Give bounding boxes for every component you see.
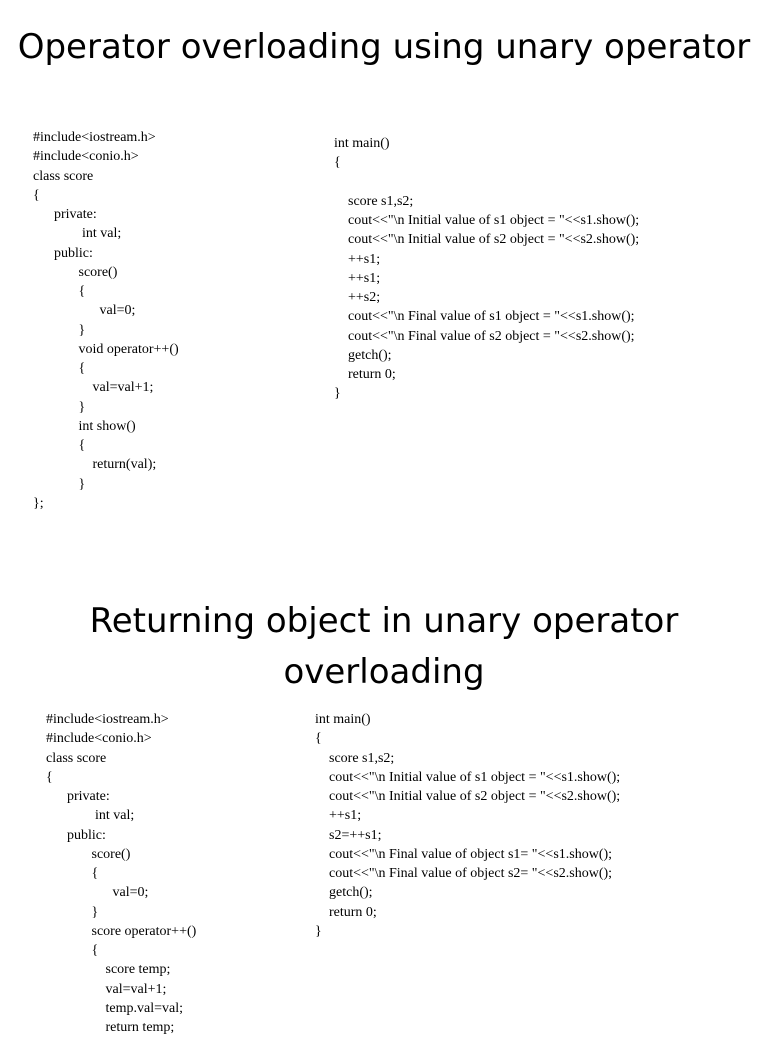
- code-line: cout<<"\n Final value of s2 object = "<<s2.show();: [334, 328, 635, 344]
- code-line: cout<<"\n Final value of object s1= "<<s1.show();: [315, 846, 613, 862]
- code-line: {: [33, 187, 40, 203]
- slide1-class-code: [33, 128, 179, 513]
- code-line: private:: [46, 789, 110, 804]
- code-line: {: [46, 943, 99, 958]
- code-line: }: [33, 322, 86, 338]
- code-line: class score: [33, 168, 94, 184]
- code-line: cout<<"\n Initial value of s1 object = "<<s1.show();: [315, 769, 621, 785]
- code-line: int main(): [334, 136, 390, 151]
- code-line: private:: [33, 207, 97, 222]
- code-line: int val;: [46, 808, 135, 824]
- code-line: s2=++s1;: [315, 827, 382, 843]
- code-line: score s1,s2;: [334, 193, 414, 209]
- code-line: score(): [33, 264, 118, 280]
- code-line: {: [46, 769, 53, 785]
- code-line: {: [315, 731, 322, 747]
- code-line: val=0;: [46, 885, 149, 901]
- code-line: val=val+1;: [46, 981, 167, 997]
- code-line: cout<<"\n Initial value of s2 object = "<<s2.show();: [315, 789, 621, 804]
- code-line: getch();: [334, 347, 392, 363]
- code-line: {: [33, 361, 86, 376]
- code-line: ++s1;: [334, 251, 381, 267]
- code-line: return 0;: [334, 367, 396, 382]
- code-line: cout<<"\n Final value of s1 object = "<<s1.show();: [334, 309, 635, 325]
- code-line: {: [46, 866, 99, 881]
- code-line: public:: [33, 245, 93, 261]
- code-line: cout<<"\n Final value of object s2= "<<s2.show();: [315, 866, 613, 881]
- code-line: cout<<"\n Initial value of s1 object = "<<s1.show();: [334, 213, 640, 228]
- code-line: int main(): [315, 712, 371, 727]
- code-line: }: [33, 476, 86, 492]
- code-line: getch();: [315, 885, 373, 901]
- code-line: score temp;: [46, 962, 171, 978]
- code-line: ++s1;: [315, 808, 362, 824]
- code-line: int show(): [33, 418, 136, 434]
- code-line: score(): [46, 846, 131, 862]
- code-line: val=0;: [33, 303, 136, 319]
- code-line: ++s1;: [334, 270, 381, 286]
- code-line: int val;: [33, 226, 122, 242]
- code-line: class score: [46, 750, 107, 766]
- code-line: ++s2;: [334, 290, 381, 305]
- code-line: {: [33, 284, 86, 299]
- slide2-class-code: [46, 710, 196, 1037]
- code-line: return temp;: [46, 1020, 175, 1035]
- code-line: }: [334, 386, 341, 402]
- code-line: #include<iostream.h>: [33, 130, 156, 145]
- code-line: return 0;: [315, 904, 377, 920]
- code-line: }: [33, 399, 86, 415]
- code-line: val=val+1;: [33, 380, 154, 396]
- code-line: void operator++(): [33, 341, 179, 357]
- code-line: cout<<"\n Initial value of s2 object = "<<s2.show();: [334, 232, 640, 248]
- code-line: {: [33, 438, 86, 453]
- code-line: {: [334, 155, 341, 171]
- slide2-title: Returning object in unary operator overloading: [89, 601, 679, 692]
- code-line: score s1,s2;: [315, 750, 395, 766]
- code-line: #include<iostream.h>: [46, 712, 169, 727]
- code-line: public:: [46, 827, 106, 843]
- code-line: }: [315, 923, 322, 939]
- code-line: score operator++(): [46, 923, 197, 939]
- code-line: #include<conio.h>: [33, 149, 139, 165]
- code-line: [334, 173, 639, 192]
- code-line: temp.val=val;: [46, 1000, 183, 1016]
- code-line: return(val);: [33, 457, 157, 473]
- code-line: }: [46, 904, 99, 920]
- slide1-title: Operator overloading using unary operator: [17, 27, 751, 67]
- code-line: #include<conio.h>: [46, 731, 152, 747]
- slide1-main-code: [334, 134, 639, 404]
- code-line: };: [33, 495, 44, 511]
- slide2-main-code: [315, 710, 620, 941]
